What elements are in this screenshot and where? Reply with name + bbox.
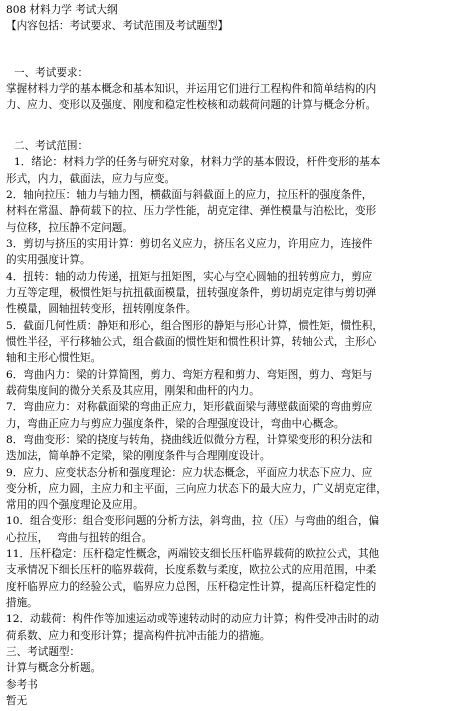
doc-scope: 【内容包括：考试要求、考试范围及考试题型】 — [6, 20, 229, 33]
section-2-line: 与位移，拉压静不定问题。 — [6, 221, 133, 234]
section-2-line: 惯性半径，平行移轴公式，组合截面的惯性矩和惯性积计算，转轴公式，主形心 — [6, 335, 377, 348]
section-2-line: 度杆临界应力的经验公式，临界应力总图，压杆稳定性计算，提高压杆稳定性的 — [6, 580, 377, 593]
section-2-line: 荷系数、应力和变形计算；提高构件抗冲击能力的措施。 — [6, 629, 271, 642]
section-2-line: 变分析，应力圆，主应力和主平面，三向应力状态下的最大应力，广义胡克定律， — [6, 482, 387, 495]
section-2-line: 载荷集度间的微分关系及其应用，刚架和曲杆的内力。 — [6, 384, 260, 397]
section-2-line: 12．动载荷：构件作等加速运动或等速转动时的动应力计算；构件受冲击时的动 — [6, 613, 380, 626]
section-2-line: 形式，内力，截面法，应力与应变。 — [6, 172, 176, 185]
section-2-line: 性模量，圆轴扭转变形，扭转刚度条件。 — [6, 303, 197, 316]
section-2-line: 迭加法，简单静不定梁，梁的刚度条件与合理刚度设计。 — [6, 450, 271, 463]
section-2-line: 5．截面几何性质：静矩和形心，组合图形的静矩与形心计算，惯性矩，惯性积， — [6, 319, 383, 332]
section-2-line: 3．剪切与挤压的实用计算：剪切名义应力，挤压名义应力，许用应力，连接件 — [6, 238, 373, 250]
section-2-heading: 二、考试范围： — [14, 140, 89, 152]
section-1-line: 掌握材料力学的基本概念和基本知识，并运用它们进行工程构件和简单结构的内 — [6, 82, 377, 95]
section-2-line: 材料在常温、静荷载下的拉、压力学性能，胡克定律、弹性模量与泊松比，变形 — [6, 205, 377, 218]
section-2-line: 6．弯曲内力：梁的计算简图，剪力、弯矩方程和剪力、弯矩图，剪力、弯矩与 — [6, 368, 373, 381]
section-2-line: 措施。 — [6, 597, 38, 610]
section-2-line: 支承情况下细长压杆的临界载荷，长度系数与柔度，欧拉公式的应用范围，中柔 — [6, 564, 377, 577]
section-3-line: 计算与概念分析题。 — [6, 662, 102, 675]
doc-title: 808 材料力学 考试大纲 — [6, 4, 118, 16]
section-2-line: 力，弯曲正应力与剪应力强度条件，梁的合理强度设计，弯曲中心概念。 — [6, 417, 345, 430]
section-2-line: 9．应力、应变状态分析和强度理论：应力状态概念，平面应力状态下应力、应 — [6, 466, 373, 479]
section-2-line: 力互等定理，极惯性矩与抗扭截面模量，扭转强度条件，剪切胡克定律与剪切弹 — [6, 286, 377, 299]
refs-heading: 参考书 — [6, 678, 38, 691]
section-2-line: 常用的四个强度理论及应用。 — [6, 499, 144, 512]
section-2-line: 10．组合变形：组合变形问题的分析方法，斜弯曲，拉（压）与弯曲的组合，偏 — [6, 515, 380, 528]
section-3-heading: 三、考试题型： — [6, 646, 81, 658]
section-2-line: 心拉压， 弯曲与扭转的组合。 — [6, 531, 153, 544]
section-2-line: 11．压杆稳定：压杆稳定性概念，两端铰支细长压杆临界载荷的欧拉公式，其他 — [6, 548, 380, 561]
section-2-line: 的实用强度计算。 — [6, 254, 91, 267]
section-2-line: 8．弯曲变形：梁的挠度与转角，挠曲线近似微分方程，计算梁变形的积分法和 — [6, 433, 373, 446]
section-1-heading: 一、考试要求： — [14, 66, 89, 79]
section-2-line: 7．弯曲应力：对称截面梁的弯曲正应力，矩形截面梁与薄壁截面梁的弯曲剪应 — [6, 401, 373, 414]
section-2-line: 4．扭转：轴的动力传递，扭矩与扭矩图，实心与空心圆轴的扭转剪应力，剪应 — [6, 270, 373, 283]
section-1-line: 力、应力、变形以及强度、刚度和稳定性校核和动载荷问题的计算与概念分析。 — [6, 99, 377, 112]
section-2-line: 2．轴向拉压：轴力与轴力图，横截面与斜截面上的应力，拉压杆的强度条件， — [6, 189, 373, 201]
section-2-line: 轴和主形心惯性矩。 — [6, 352, 102, 365]
section-2-line: 1．绪论：材料力学的任务与研究对象，材料力学的基本假设，杆件变形的基本 — [14, 156, 381, 169]
refs-line: 暂无 — [6, 695, 28, 707]
